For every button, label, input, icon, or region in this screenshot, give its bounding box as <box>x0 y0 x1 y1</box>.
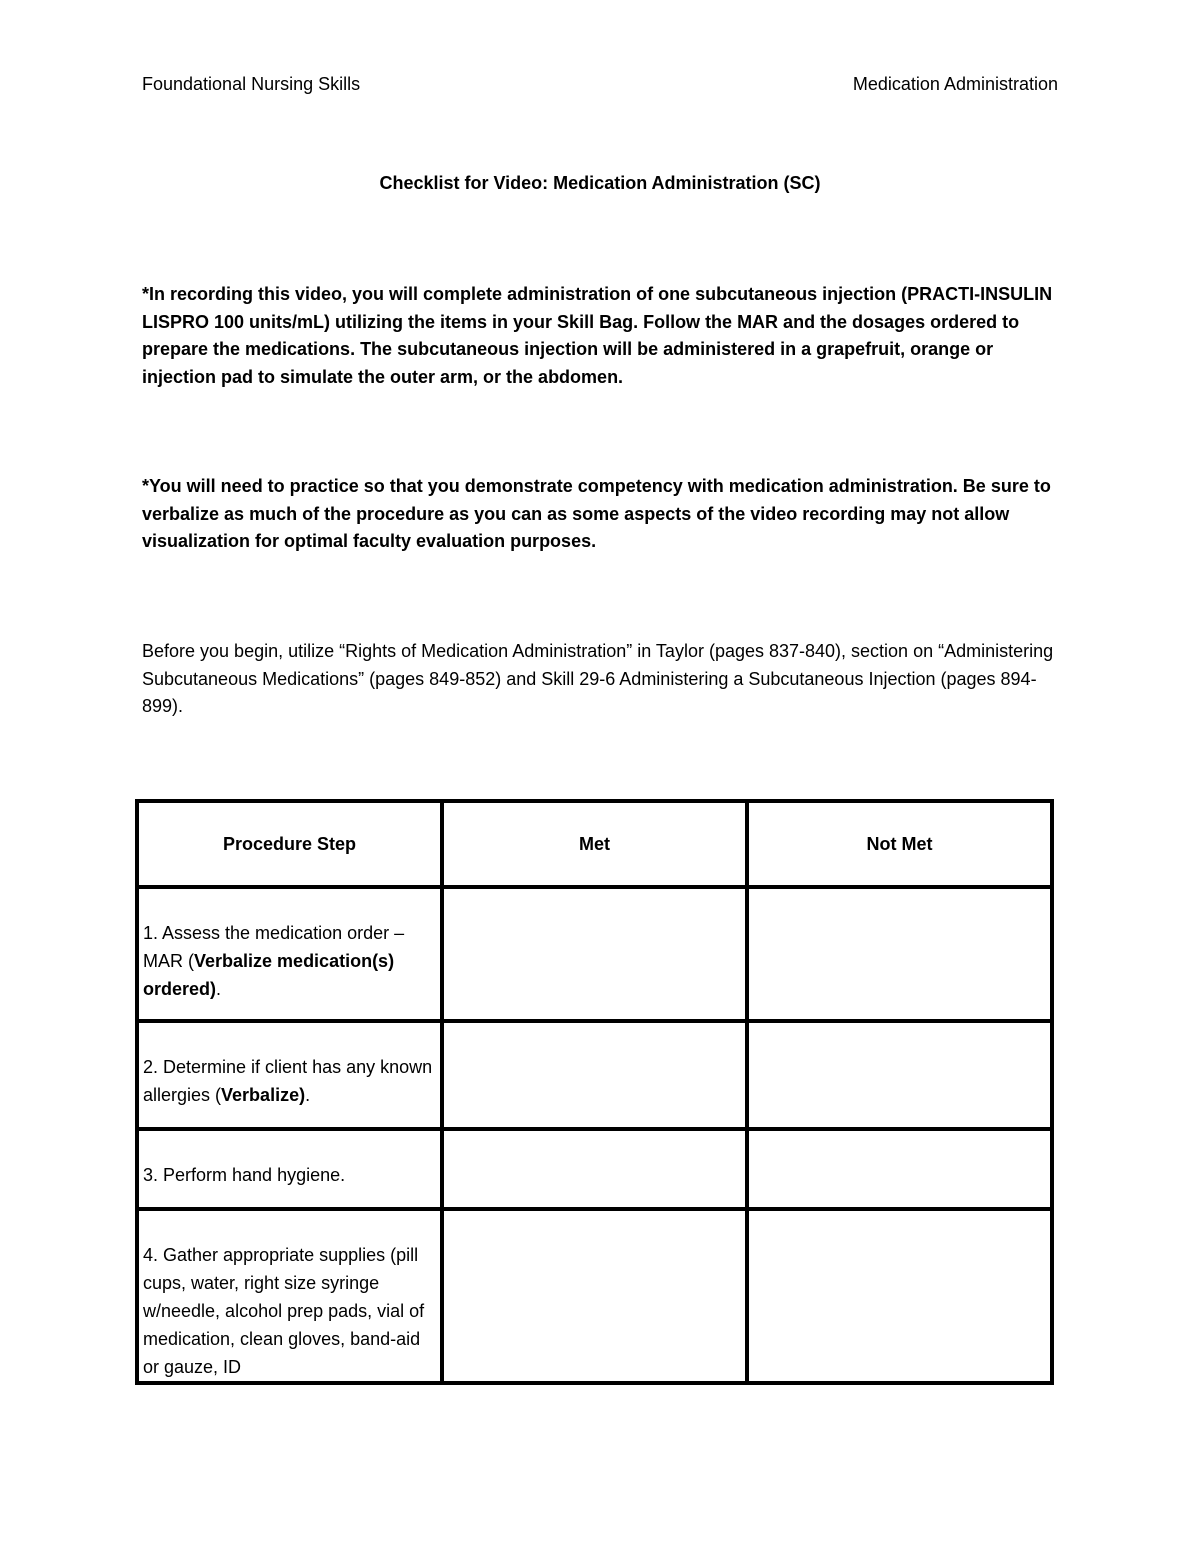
not-met-cell[interactable] <box>747 1209 1052 1383</box>
header-course-name: Foundational Nursing Skills <box>142 74 361 94</box>
step-text-end: . <box>216 979 222 999</box>
table-row <box>137 1209 1052 1383</box>
table-header-row <box>137 801 1052 887</box>
instruction-paragraph-practice: *You will need to practice so that you demonstrate competency with medication administration. Be sure to verbalize as much of the procedure as you can as some aspects of the video recording may not allow visualization for optimal faculty evaluation purposes. <box>142 476 1051 551</box>
met-cell[interactable] <box>442 1129 747 1209</box>
step-text: 3. Perform hand hygiene. <box>143 1165 346 1185</box>
not-met-cell[interactable] <box>747 887 1052 1021</box>
procedure-step-cell <box>137 1129 442 1209</box>
header-module-name: Medication Administration <box>852 74 1058 94</box>
step-verbalize-text: Verbalize medication(s) ordered) <box>143 951 395 999</box>
step-text: 1. Assess the medication order – MAR ( <box>143 923 405 971</box>
met-cell[interactable] <box>442 887 747 1021</box>
not-met-cell[interactable] <box>747 1021 1052 1129</box>
not-met-cell[interactable] <box>747 1129 1052 1209</box>
header-not-met: Not Met <box>747 801 1052 887</box>
table-row <box>137 887 1052 1021</box>
step-text: 2. Determine if client has any known allergies ( <box>143 1057 433 1105</box>
procedure-step-cell <box>137 887 442 1021</box>
step-text-end: . <box>305 1085 311 1105</box>
table-row <box>137 1129 1052 1209</box>
met-cell[interactable] <box>442 1209 747 1383</box>
header-met: Met <box>442 801 747 887</box>
table-row <box>137 1021 1052 1129</box>
procedure-step-cell <box>137 1021 442 1129</box>
instruction-paragraph-injection: *In recording this video, you will complete administration of one subcutaneous injection (PRACTI-INSULIN LISPRO 100 units/mL) utilizing the items in your Skill Bag. Follow the MAR and the dosages ordered to prepare the medications. The subcutaneous injection will be administered in a grapefruit, orange or injection pad to simulate the outer arm, or the abdomen. <box>142 284 1053 387</box>
procedure-checklist-table <box>135 799 1054 1385</box>
document-title: Checklist for Video: Medication Administration (SC) <box>379 173 821 193</box>
met-cell[interactable] <box>442 1021 747 1129</box>
header-procedure-step: Procedure Step <box>137 801 442 887</box>
step-text: 4. Gather appropriate supplies (pill cups, water, right size syringe w/needle, alcohol prep pads, vial of medication, clean gloves, band-aid or gauze, ID <box>143 1245 425 1377</box>
procedure-step-cell <box>137 1209 442 1383</box>
step-verbalize-text: Verbalize) <box>221 1085 306 1105</box>
instruction-paragraph-references: Before you begin, utilize “Rights of Medication Administration” in Taylor (pages 837-840), section on “Administering Subcutaneous Medications” (pages 849-852) and Skill 29-6 Administering a Subcutaneous Injection (pages 894-899). <box>142 641 1054 716</box>
